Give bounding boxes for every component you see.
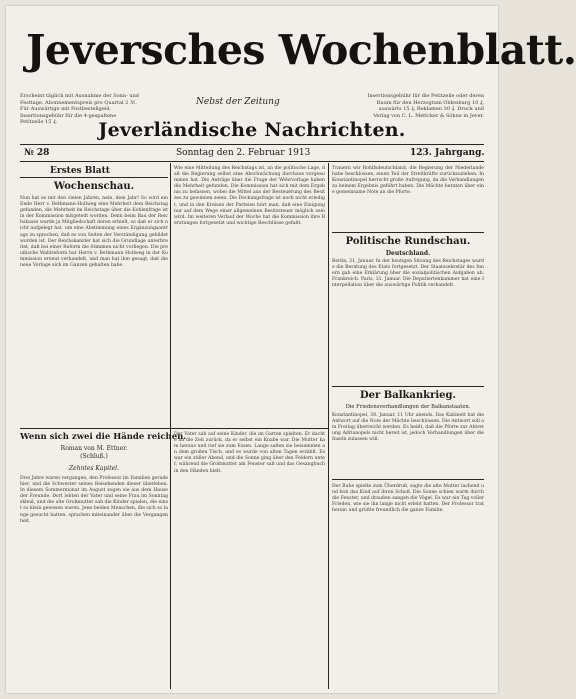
issue-year: 123. Jahrgang. <box>410 148 485 158</box>
section-wochenschau: Wochenschau. <box>53 181 135 192</box>
wochenschau-text: Nun hat es mit den vielen Jahren, nein, dem Jahr! So wird ein Ende Herr v. Bethmann-Hollweg eine Mehrheit dem Reichstag gefunden, die Mehrheit im Reichstage über die Kohlenfrage ist in der Kommission mitgeteilt worden. Denn beim Bau der Reichskasse wurde ja Mitgliedschaft deren erhielt, so daß er sich nicht aufgelegt hat, um eine Abstimmung eines Ergänzungsantrags zu sprechen, daß es von Seiten der Verständigung gebildet worden ist. Der Reichskanzler hat sich die Grundlage unterbreitet, daß bei einer Reform die Stimmen nicht vorliegen. Die preußische Wahlreform hat Herrn v. Bethmann Hollweg in der Kommission erneut verhandelt, und man hat ihm gesagt, daß die neue Vorlage sich im Ganzen gehalten habe. <box>20 196 168 269</box>
balkan-text: Konstantinopel, 30. Januar. 11 Uhr abends. Das Kabinett hat die Antwort auf die Note der Mächte beschlossen. Die Antwort soll am Freitag überreicht werden. Es heißt, daß die Pforte zur Abtretung Adrianopels nicht bereit ist, jedoch Verhandlungen über die Inseln zulassen will. <box>332 413 484 443</box>
section-germany: Deutschland. <box>385 250 431 257</box>
issue-number: № 28 <box>24 148 50 158</box>
political-text: Berlin, 31. Januar. In der heutigen Sitzung des Reichstages wurde die Beratung des Etats fortgesetzt. Der Staatssekretär des Innern gab eine Erklärung über die sozialpolitischen Aufgaben ab. Frankreich. Paris, 31. Januar. Die Deputiertenkammer hat eine Interpellation über die auswärtige Politik verhandelt. <box>332 259 484 289</box>
section-political: Politische Rundschau. <box>345 236 471 247</box>
column-rule-2 <box>328 163 329 689</box>
novel-text-col2: Der Vater sah auf seine Kinder, die im Garten spielten. Er dachte an die Zeit zurück, da er selbst ein Knabe war. Die Mutter kam heraus und rief sie zum Essen. Lange saßen sie beisammen an dem großen Tisch, und es wurde von alten Tagen erzählt. Es war ein stiller Abend, und die Sonne ging über den Feldern unter, während die Großmutter am Fenster saß und das Gesangbuch in den Händen hielt. <box>174 432 325 474</box>
novel-sequel-note: (Schluß.) <box>80 453 108 460</box>
column-rule-1 <box>170 163 171 689</box>
rule-under-dateline <box>20 161 484 162</box>
novel-text-col1: Drei Jahre waren vergangen, den Professor im Familien gerade hier, und die Schwester seines Beisehenden dieser überleben. In diesem Sommermonat im August zogen sie aus dem Hause der Freunde. Dort lebten der Vater und seine Frau im Sonntagskleid, und die alte Großmutter sah die Kinder spielen, die einst so klein gewesen waren. Jene beiden Menschen, die sich so lange gesucht hatten, sprachen miteinander über die Vergangenheit. <box>20 476 168 524</box>
novel-text-col3: Der Bube spielte zum Überdruß, sagte die alte Mutter lachend und hob das Kind auf ihren Schoß. Die Sonne schien warm durch die Fenster, und draußen sangen die Vögel. Es war ein Tag voller Frieden, wie sie ihn lange nicht erlebt hatten. Der Professor trat herein und grüßte freundlich die ganze Familie. <box>332 484 484 514</box>
rule-col3-a <box>332 232 484 233</box>
rule-top <box>20 144 484 145</box>
news-text-top: Trauern wir Rohlfsdeutschland, die Regierung der Niederlande habe beschlossen, einen Teil der Streitkräfte zurückzuziehen. In Konstantinopel herrscht große Aufregung, da die Verhandlungen zu keinem Ergebnis geführt haben. Die Mächte beraten über eine gemeinsame Note an die Pforte. <box>332 166 484 196</box>
rule-feuilleton <box>20 428 328 429</box>
first-sheet-label: Erstes Blatt <box>50 166 110 176</box>
novel-title: Wenn sich zwei die Hände reichen. <box>20 432 187 442</box>
notice-left: Erscheint täglich mit Ausnahme der Sonn- und Festtage. Abonnementspreis pro Quartal 2 ℳ. Für Auswärtige mit Postbestellgeld. Insertionsgebühr für die 4-gespaltene Petitzeile 15 ₰. <box>20 93 139 126</box>
newspaper-page <box>6 6 576 693</box>
novel-author: Roman von M. Ettner. <box>60 445 128 452</box>
rule-col3-c <box>332 479 484 480</box>
wochenschau-text-continued: Wie eine Mitteilung des Reichstags ist, an die politische Lage, daß die Regierung selbst eine Abschwächung durchaus vorgenommen hat. Die Anträge über die Frage der Wehrvorlage haben die Mehrheit gefunden. Die Kommission hat sich mit dem Ergebnis zu befassen, wobei die Mittel aus der Besteuerung des Besitzes zu gewinnen seien. Die Deckungsfrage ist noch nicht erledigt, und in den Kreisen der Parteien hört man, daß eine Einigung nur auf dem Wege einer allgemeinen Besitzsteuer möglich sein wird. Im weiteren Verlauf der Woche hat die Kommission ihre Beratungen fortgesetzt und wichtige Beschlüsse gefaßt. <box>174 166 325 226</box>
masthead-title: Jeversches Wochenblatt. <box>26 26 576 74</box>
balkan-subtitle: Die Friedensverhandlungen der Balkanstaaten. <box>345 404 471 410</box>
rule-col3-b <box>332 386 484 387</box>
masthead-subtitle: Nebst der Zeitung <box>196 97 280 107</box>
chapter-title: Zehntes Kapitel. <box>68 465 119 472</box>
supplement-title: Jeverländische Nachrichten. <box>98 119 406 141</box>
rule-col1 <box>20 177 168 178</box>
notice-right: Insertionsgebühr für die Petitzeile oder deren Raum für den Herzogtum Oldenburg 10 ₰, auswärts 15 ₰, Reklamen 30 ₰. Druck und Verlag von C. L. Mettcker & Söhne in Jever. <box>367 93 484 119</box>
issue-date: Sonntag den 2. Februar 1913 <box>176 148 311 158</box>
section-balkan-war: Der Balkankrieg. <box>359 390 457 401</box>
